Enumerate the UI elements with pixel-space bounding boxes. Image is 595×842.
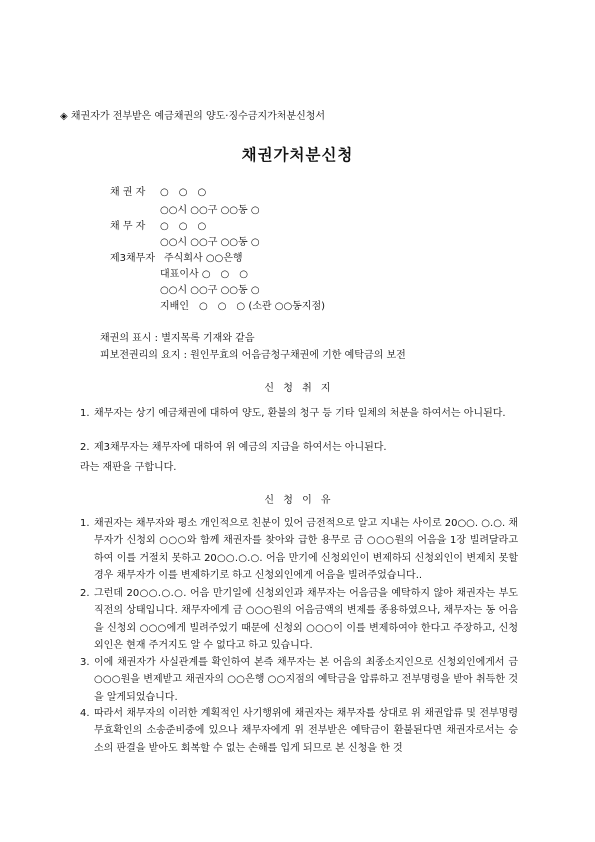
purpose-item-number: 1. xyxy=(80,408,90,419)
creditor-address: ○○시 ○○구 ○○동 ○ xyxy=(160,205,260,216)
reason-heading: 신 청 이 유 xyxy=(264,495,331,506)
purpose-heading: 신 청 취 지 xyxy=(264,383,331,394)
purpose-item-text: 채무자는 상기 예금채권에 대하여 양도, 환불의 청구 등 기타 일체의 처분을 하여서는 아니된다. xyxy=(94,408,506,419)
document-subtitle: ◈ 채권자가 전부받은 예금채권의 양도·징수금지가처분신청서 xyxy=(60,111,326,122)
purpose-item-text: 제3채무자는 채무자에 대하여 위 예금의 지급을 하여서는 아니된다. xyxy=(94,442,387,453)
reason-item-text: 그런데 20○○.○.○. 어음 만기일에 신청외인과 채무자는 어음금을 예탁하지 않아 채권자는 부도 직전의 상태입니다. 채무자에게 금 ○○○원의 어음금액의 변제를 종용하였으나, 채무자는 동 어음을 신청외 ○○○에게 빌려주었기 때문에 신청외 ○○○이 이를 변제하여야 한다고 주장하고, 신청외인은 현재 주거지도 알 수 없다고 하고 있습니다. xyxy=(94,588,518,652)
purpose-item xyxy=(80,405,518,422)
third-debtor-company: 주식회사 ○○은행 xyxy=(164,253,243,264)
reason-item-number: 4. xyxy=(80,708,90,719)
reason-item-text: 이에 채권자가 사실관계를 확인하여 본즉 채무자는 본 어음의 최종소지인으로 신청외인에게서 금 ○○○원을 변제받고 채권자의 ○○은행 ○○지점의 예탁금을 압류하고 전부명령을 받아 취득한 것을 알게되었습니다. xyxy=(94,657,518,703)
reason-item xyxy=(80,515,518,585)
reason-item-number: 2. xyxy=(80,588,90,599)
creditor-label: 채 권 자 xyxy=(110,187,146,198)
reason-item-number: 3. xyxy=(80,657,90,668)
right-summary: 피보전권리의 요지 : 원인무효의 어음금청구채권에 기한 예탁금의 보전 xyxy=(100,350,406,361)
reason-item xyxy=(80,705,518,757)
third-debtor-address: ○○시 ○○구 ○○동 ○ xyxy=(160,285,260,296)
reason-item xyxy=(80,654,518,706)
third-debtor-branch-manager: 지배인 ○ ○ ○ (소관 ○○동지점) xyxy=(160,301,326,312)
creditor-name: ○ ○ ○ xyxy=(160,187,207,198)
reason-item-number: 1. xyxy=(80,518,90,529)
purpose-item-number: 2. xyxy=(80,442,90,453)
claim-display: 채권의 표시 : 별지목록 기재와 같음 xyxy=(100,333,255,344)
reason-item xyxy=(80,585,518,655)
reason-item-text: 따라서 채무자의 이러한 계획적인 사기행위에 채권자는 채무자를 상대로 위 채권압류 및 전부명령 무효확인의 소송준비중에 있으나 채무자에게 위 전부받은 예탁금이 환불된다면 채권자로서는 승소의 판결을 받아도 회복할 수 없는 손해를 입게 되므로 본 신청을 한 것 xyxy=(94,708,518,754)
debtor-label: 채 무 자 xyxy=(110,221,146,232)
third-debtor-label: 제3채무자 xyxy=(110,253,156,264)
document-title: 채권가처분신청 xyxy=(241,146,354,164)
purpose-closing: 라는 재판을 구합니다. xyxy=(80,462,177,473)
debtor-name: ○ ○ ○ xyxy=(160,221,207,232)
third-debtor-representative: 대표이사 ○ ○ ○ xyxy=(160,269,248,280)
debtor-address: ○○시 ○○구 ○○동 ○ xyxy=(160,237,260,248)
purpose-item xyxy=(80,439,518,456)
reason-item-text: 채권자는 채무자와 평소 개인적으로 친분이 있어 금전적으로 알고 지내는 사이로 20○○. ○.○. 채무자가 신청외 ○○○와 함께 채권자를 찾아와 급한 용무로 금 ○○○원의 어음을 1장 빌려달라고 하여 이를 거절치 못하고 20○○.○.○. 어음 만기에 신청외인이 변제하되 신청외인이 변제치 못할 경우 채무자가 이를 변제하기로 하고 신청외인에게 어음을 빌려주었습니다.. xyxy=(94,518,518,582)
